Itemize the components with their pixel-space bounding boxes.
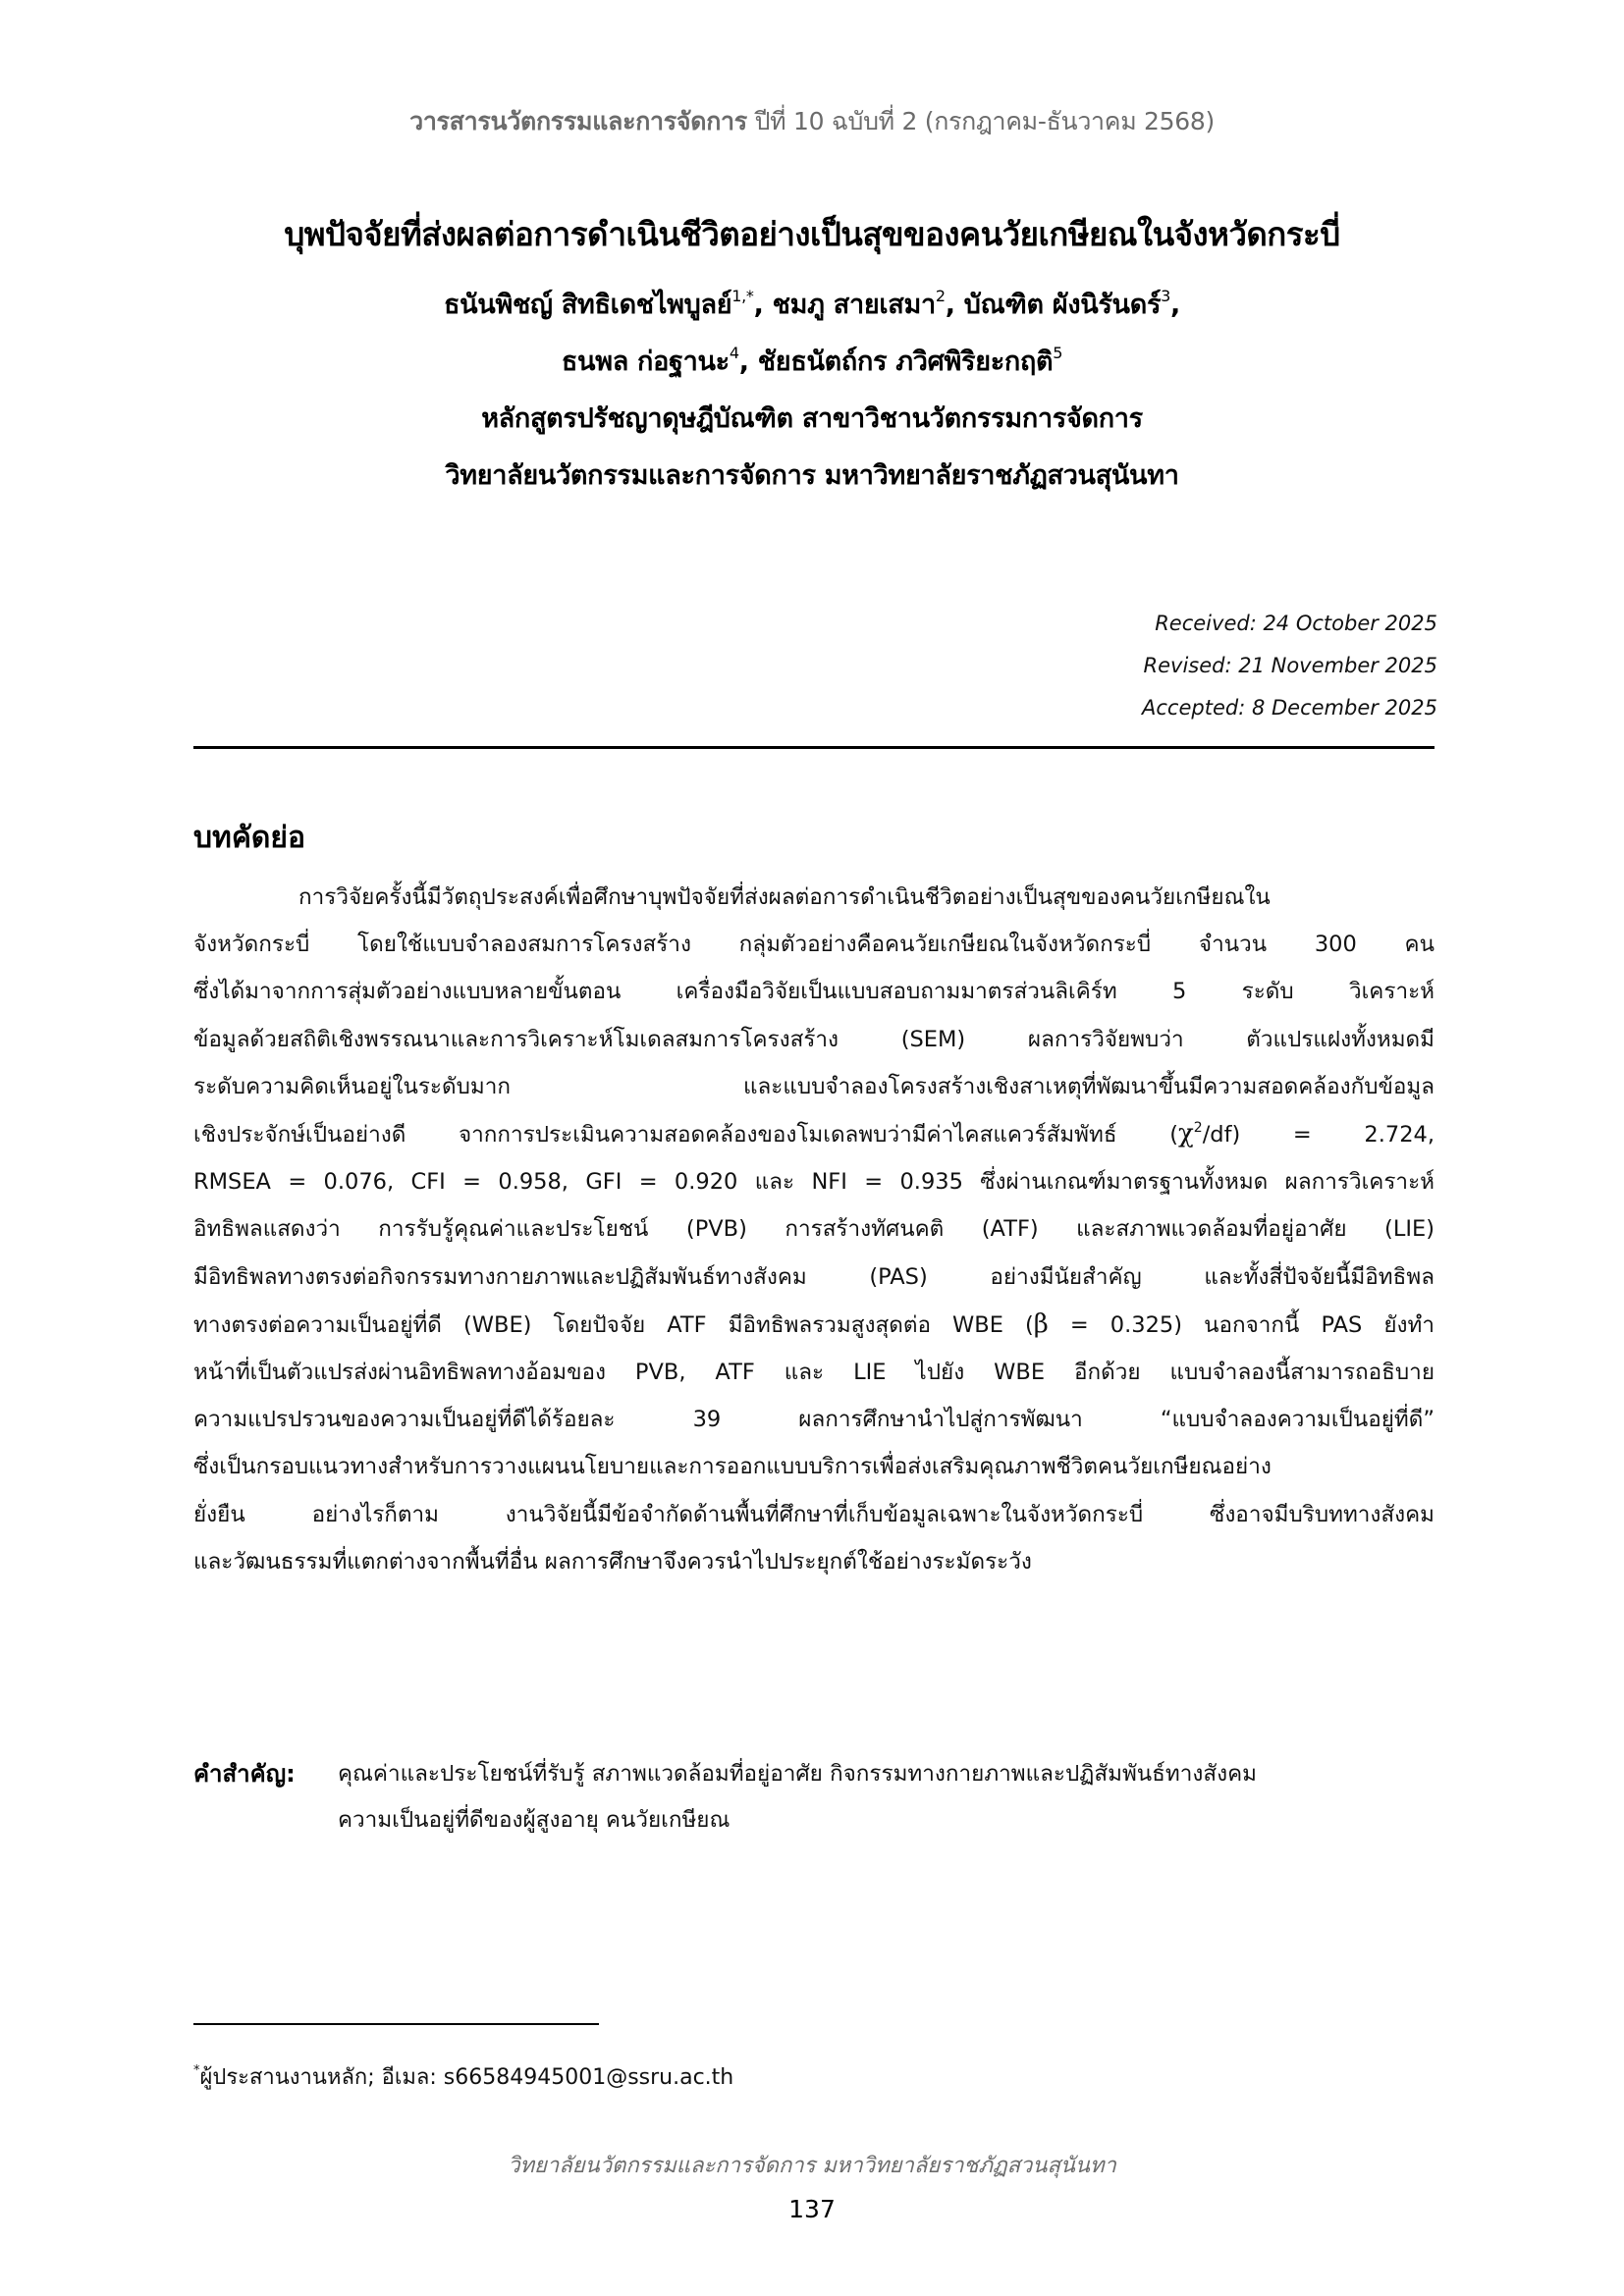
abstract-line: ซึ่งได้มาจากการสุ่มตัวอย่างแบบหลายขั้นตอน เครื่องมือวิจัยเป็นแบบสอบถามมาตรส่วนลิเคิร์ท 5 ระดับ วิเคราะห์ xyxy=(193,979,1435,1005)
abstract-line: ยั่งยืน อย่างไรก็ตาม งานวิจัยนี้มีข้อจำกัดด้านพื้นที่ศึกษาที่เก็บข้อมูลเฉพาะในจังหวัดกระบี่ ซึ่งอาจมีบริบททางสังคม xyxy=(193,1501,1435,1527)
beta-value: = 0.325) นอกจากนี้ PAS ยังทำ xyxy=(1048,1311,1435,1338)
author-name: ชมภู สายเสมา xyxy=(772,290,936,320)
author-line-2: ธนพล ก่อฐานะ$^4$, ชัยธนัตถ์กร ภวิศพิริยะกฤติ$^5$ xyxy=(561,344,1063,377)
abstract-line: จังหวัดกระบี่ โดยใช้แบบจำลองสมการโครงสร้าง กลุ่มตัวอย่างคือคนวัยเกษียณในจังหวัดกระบี่ จำนวน 300 คน xyxy=(193,932,1435,958)
revised-date: Revised: 21 November 2025 xyxy=(1143,654,1437,677)
keywords-label: คำสำคัญ: xyxy=(193,1760,296,1788)
journal-name: วารสารนวัตกรรมและการจัดการ xyxy=(409,107,747,135)
chi-value: /df) = 2.724, xyxy=(1202,1122,1435,1148)
abstract-text: เชิงประจักษ์เป็นอย่างดี จากการประเมินความสอดคล้องของโมเดลพบว่ามีค่าไคสแควร์สัมพัทธ์ ( xyxy=(193,1122,1179,1148)
submission-dates xyxy=(1142,603,1437,729)
author-line-1: ธนันพิชญ์ สิทธิเดชไพบูลย์$^{1,*}$, ชมภู สายเสมา$^2$, บัณฑิต ผังนิรันดร์$^3$, xyxy=(443,287,1181,320)
received-date: Received: 24 October 2025 xyxy=(1155,612,1437,635)
abstract-line: ซึ่งเป็นกรอบแนวทางสำหรับการวางแผนนโยบายและการออกแบบบริการเพื่อส่งเสริมคุณภาพชีวิตคนวัยเกษียณอย่าง xyxy=(193,1454,1272,1480)
corresponding-author-footnote xyxy=(193,2059,733,2094)
author-name: ธนพล ก่อฐานะ xyxy=(561,347,730,377)
abstract-line-beta xyxy=(193,1301,1435,1349)
abstract-text: ทางตรงต่อความเป็นอยู่ที่ดี (WBE) โดยปัจจัย ATF มีอิทธิพลรวมสูงสุดต่อ WBE ( xyxy=(193,1311,1034,1338)
abstract-heading: บทคัดย่อ xyxy=(193,821,305,855)
keywords-line: คุณค่าและประโยชน์ที่รับรู้ สภาพแวดล้อมที่อยู่อาศัย กิจกรรมทางกายภาพและปฏิสัมพันธ์ทางสังคม xyxy=(338,1761,1257,1787)
author-affiliation-marker: 2 xyxy=(935,287,946,305)
author-affiliation-marker: 4 xyxy=(729,344,739,362)
author-affiliation-marker: 5 xyxy=(1053,344,1063,362)
author-name: บัณฑิต ผังนิรันดร์ xyxy=(963,290,1162,320)
header-divider xyxy=(193,746,1435,749)
abstract-line: การวิจัยครั้งนี้มีวัตถุประสงค์เพื่อศึกษาบุพปัจจัยที่ส่งผลต่อการดำเนินชีวิตอย่างเป็นสุขของคนวัยเกษียณใน xyxy=(298,884,1271,910)
abstract-line: ความแปรปรวนของความเป็นอยู่ที่ดีได้ร้อยละ 39 ผลการศึกษานำไปสู่การพัฒนา “แบบจำลองความเป็นอยู่ที่ดี” xyxy=(193,1407,1435,1433)
chi-symbol: χ xyxy=(1178,1119,1194,1149)
abstract-line: RMSEA = 0.076, CFI = 0.958, GFI = 0.920 และ NFI = 0.935 ซึ่งผ่านเกณฑ์มาตรฐานทั้งหมด ผลการวิเคราะห์ xyxy=(193,1169,1435,1196)
abstract-line: ข้อมูลด้วยสถิติเชิงพรรณนาและการวิเคราะห์โมเดลสมการโครงสร้าง (SEM) ผลการวิจัยพบว่า ตัวแปรแฝงทั้งหมดมี xyxy=(193,1026,1435,1052)
abstract-line: มีอิทธิพลทางตรงต่อกิจกรรมทางกายภาพและปฏิสัมพันธ์ทางสังคม (PAS) อย่างมีนัยสำคัญ และทั้งสี่ปัจจัยนี้มีอิทธิพล xyxy=(193,1263,1435,1290)
affiliation-institution: วิทยาลัยนวัตกรรมและการจัดการ มหาวิทยาลัยราชภัฏสวนสุนันทา xyxy=(445,460,1179,491)
footnote-divider xyxy=(193,2023,599,2025)
abstract-line: อิทธิพลแสดงว่า การรับรู้คุณค่าและประโยชน์ (PVB) การสร้างทัศนคติ (ATF) และสภาพแวดล้อมที่อยู่อาศัย (LIE) xyxy=(193,1216,1435,1243)
affiliation-program: หลักสูตรปรัชญาดุษฎีบัณฑิต สาขาวิชานวัตกรรมการจัดการ xyxy=(481,403,1143,434)
abstract-line: หน้าที่เป็นตัวแปรส่งผ่านอิทธิพลทางอ้อมของ PVB, ATF และ LIE ไปยัง WBE อีกด้วย แบบจำลองนี้สามารถอธิบาย xyxy=(193,1360,1435,1386)
chi-superscript: 2 xyxy=(1193,1120,1203,1137)
beta-symbol: β xyxy=(1033,1308,1049,1339)
footnote-text: ผู้ประสานงานหลัก; อีเมล: s66584945001@ssru.ac.th xyxy=(199,2065,734,2090)
keywords-line: ความเป็นอยู่ที่ดีของผู้สูงอายุ คนวัยเกษียณ xyxy=(338,1807,731,1833)
running-head xyxy=(0,102,1624,141)
abstract-line-chi xyxy=(193,1110,1435,1158)
footer-institution: วิทยาลัยนวัตกรรมและการจัดการ มหาวิทยาลัยราชภัฏสวนสุนันทา xyxy=(508,2154,1116,2178)
author-name: ชัยธนัตถ์กร ภวิศพิริยะกฤติ xyxy=(757,347,1054,377)
abstract-line: และวัฒนธรรมที่แตกต่างจากพื้นที่อื่น ผลการศึกษาจึงควรนำไปประยุกต์ใช้อย่างระมัดระวัง xyxy=(193,1548,1032,1575)
paper-title: บุพปัจจัยที่ส่งผลต่อการดำเนินชีวิตอย่างเป็นสุขของคนวัยเกษียณในจังหวัดกระบี่ xyxy=(284,215,1340,253)
author-affiliation-marker: 3 xyxy=(1161,287,1171,305)
abstract-body xyxy=(193,874,1435,1585)
author-name: ธนันพิชญ์ สิทธิเดชไพบูลย์ xyxy=(443,290,732,320)
keywords-list xyxy=(338,1751,1437,1843)
footnote-marker: * xyxy=(193,2063,200,2078)
author-affiliation-marker: 1,* xyxy=(731,287,754,305)
abstract-line: ระดับความคิดเห็นอยู่ในระดับมาก และแบบจำลองโครงสร้างเชิงสาเหตุที่พัฒนาขึ้นมีความสอดคล้องกับข้อมูล xyxy=(193,1073,1435,1099)
journal-issue: ปีที่ 10 ฉบับที่ 2 (กรกฎาคม-ธันวาคม 2568) xyxy=(754,107,1215,135)
author-block xyxy=(0,277,1624,505)
page-number: 137 xyxy=(788,2195,836,2223)
accepted-date: Accepted: 8 December 2025 xyxy=(1142,696,1437,720)
